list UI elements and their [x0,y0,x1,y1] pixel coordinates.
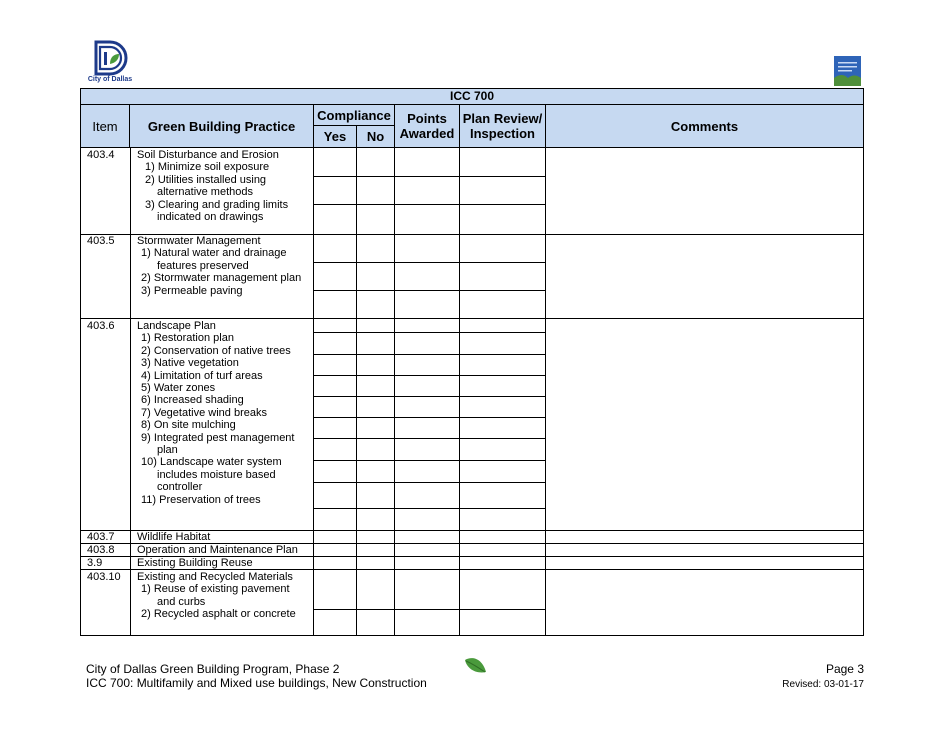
practice-line: Soil Disturbance and Erosion [137,149,279,161]
column-header-item: Item [81,105,130,148]
practice-line: features preserved [157,259,249,272]
sub-row-line [313,438,546,439]
points-label-line2: Awarded [399,126,455,141]
practice-line: 4) Limitation of turf areas [141,369,263,382]
footer-standard: ICC 700: Multifamily and Mixed use buildings, New Construction [86,676,427,690]
item-number: 403.8 [87,544,115,556]
grid-line [356,148,357,635]
practice-line: 1) Minimize soil exposure [145,161,270,174]
practice-line: Landscape Plan [137,320,216,332]
sub-row-line [313,396,546,397]
sub-row-line [313,375,546,376]
practice-line: controller [157,481,203,494]
practice-line: Operation and Maintenance Plan [137,544,298,556]
practice-description [137,531,313,543]
logo-text: City of Dallas [87,76,133,83]
practice-description [137,320,313,506]
item-number: 403.7 [87,531,115,543]
column-header-practice: Green Building Practice [130,105,314,148]
practice-line: 2) Stormwater management plan [141,272,302,285]
column-header-compliance: Compliance [314,105,395,126]
item-number: 403.10 [87,571,121,583]
review-label-line1: Plan Review/ [462,111,543,126]
column-header-comments: Comments [546,105,863,148]
item-number: 403.4 [87,149,115,161]
practice-line: 2) Conservation of native trees [141,344,291,357]
sub-row-line [313,354,546,355]
item-number: 403.6 [87,320,115,332]
practice-line: and curbs [157,595,206,608]
practice-line: 8) On site mulching [141,419,236,432]
grid-line [130,148,131,635]
practice-line: 1) Restoration plan [141,332,234,345]
practice-line: alternative methods [157,186,253,199]
sub-row-line [313,176,546,177]
sub-row-line [313,332,546,333]
item-number: 403.5 [87,235,115,247]
footer-revised: Revised: 03-01-17 [782,679,864,690]
sub-row-line [313,204,546,205]
column-header-no: No [357,126,395,148]
item-number: 3.9 [87,557,103,569]
sub-row-line [313,609,546,610]
sub-row-line [313,460,546,461]
sub-row-line [313,290,546,291]
practice-description [137,235,313,297]
leaf-icon [464,656,488,676]
sub-row-line [313,262,546,263]
column-header-plan-review [460,105,546,148]
practice-line: Wildlife Habitat [137,531,211,543]
practice-line: 11) Preservation of trees [141,493,261,506]
column-header-points [395,105,460,148]
practice-line: includes moisture based [157,468,276,481]
practice-line: 7) Vegetative wind breaks [141,406,267,419]
footer-program: City of Dallas Green Building Program, Phase 2 [86,662,340,676]
compliance-table [80,88,864,636]
sub-row-line [313,417,546,418]
practice-line: Existing and Recycled Materials [137,571,293,583]
table-title: ICC 700 [81,89,863,105]
practice-line: 9) Integrated pest management [141,431,295,444]
practice-line: 1) Natural water and drainage [141,247,287,260]
practice-line: 2) Recycled asphalt or concrete [141,608,296,621]
practice-line: 2) Utilities installed using [145,173,267,186]
grid-line [394,148,395,635]
practice-line: plan [157,444,178,457]
practice-line: indicated on drawings [157,211,264,224]
certification-badge-icon [834,56,861,86]
practice-description [137,149,313,223]
row-separator [81,318,863,319]
practice-line: Stormwater Management [137,235,261,247]
city-of-dallas-logo [86,40,134,88]
practice-line: 3) Native vegetation [141,357,239,370]
practice-line: 1) Reuse of existing pavement [141,583,290,596]
practice-line: Existing Building Reuse [137,557,253,569]
practice-line: 6) Increased shading [141,394,244,407]
grid-line [459,148,460,635]
grid-line [313,148,314,635]
review-label-line2: Inspection [469,126,535,141]
practice-line: 3) Clearing and grading limits [145,198,289,211]
practice-description [137,544,313,556]
grid-line [545,148,546,635]
practice-line: 5) Water zones [141,382,216,395]
practice-description [137,557,313,569]
points-label-line1: Points [407,111,447,126]
practice-description [137,571,313,621]
footer-page: Page 3 [825,662,864,676]
column-header-yes: Yes [314,126,357,148]
practice-line: 3) Permeable paving [141,284,243,297]
practice-line: 10) Landscape water system [141,456,282,469]
sub-row-line [313,508,546,509]
sub-row-line [313,482,546,483]
